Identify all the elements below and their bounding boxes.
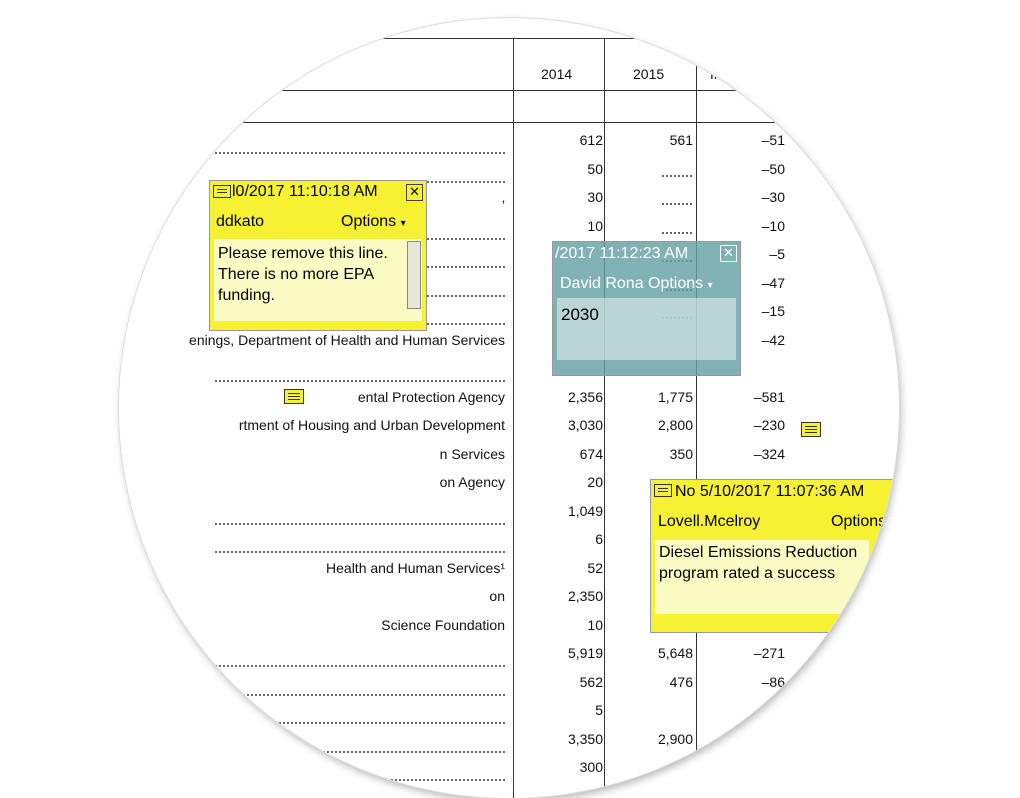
empty-cell-dots	[662, 224, 692, 234]
note-icon[interactable]	[284, 389, 304, 404]
row-label: enings, Department of Health and Human Services	[189, 331, 505, 348]
leader-dots	[215, 702, 505, 724]
empty-cell-dots	[662, 195, 692, 205]
table-row	[119, 645, 899, 667]
comment-scrollbar[interactable]	[407, 241, 421, 309]
options-label: Options	[831, 513, 887, 530]
cell-value: 2,350	[567, 588, 603, 604]
cell-value: 561	[669, 132, 693, 148]
cell-value: 476	[669, 673, 693, 690]
cell-value: –5	[769, 246, 785, 262]
column-header-2014: 2014	[541, 66, 573, 82]
cell-value: 5	[595, 702, 603, 718]
table-row	[119, 702, 899, 724]
table-row	[119, 446, 899, 468]
table-row	[119, 731, 899, 753]
cell-value: –51	[761, 132, 785, 148]
table-top-rule	[360, 38, 660, 39]
cell-value: 10	[587, 217, 603, 234]
cell-value: 674	[579, 445, 603, 462]
table-row	[119, 389, 899, 411]
cell-value: 30	[587, 189, 603, 205]
options-menu-button[interactable]	[831, 513, 886, 531]
row-label: n Services	[439, 445, 505, 462]
close-icon[interactable]: ✕	[406, 184, 423, 201]
cell-value: 350	[669, 445, 693, 462]
cell-value: –324	[753, 445, 785, 462]
cell-value: 1,049	[567, 502, 603, 519]
magnifier-lens	[119, 18, 899, 798]
leader-dots	[215, 132, 505, 154]
cell-value: 1,775	[657, 388, 693, 405]
options-label: Options	[648, 275, 704, 292]
cell-value: 562	[579, 673, 603, 690]
cell-value: 612	[579, 132, 603, 148]
comment-author: ddkato	[216, 213, 265, 230]
table-row	[119, 132, 899, 154]
cell-value: 3,350	[567, 730, 603, 747]
cell-value: –15	[761, 303, 785, 319]
cell-value: –42	[761, 331, 785, 348]
comment-popup-ddkato[interactable]	[209, 180, 427, 331]
row-label: Science Foundation	[381, 616, 505, 633]
row-label: on	[489, 588, 505, 604]
cell-value: –47	[761, 274, 785, 291]
leader-dots	[215, 645, 505, 667]
row-label: Health and Human Services¹	[326, 559, 505, 576]
close-icon[interactable]: ✕	[720, 245, 737, 262]
comment-timestamp: No 5/10/2017 11:07:36 AM	[675, 483, 865, 500]
table-row	[119, 759, 899, 781]
chevron-down-icon: ▾	[707, 280, 713, 291]
comment-popup-lovell-mcelroy[interactable]	[650, 479, 899, 633]
comment-timestamp: /2017 11:12:23 AM	[555, 245, 689, 262]
cell-value: –50	[761, 160, 785, 177]
comment-text[interactable]: Please remove this line. There is no more EPA funding.	[214, 239, 422, 321]
cell-value: 6	[595, 531, 603, 547]
cell-value: 50	[587, 160, 603, 177]
comment-text[interactable]: 2030	[557, 298, 736, 360]
chevron-down-icon: ▾	[400, 218, 406, 229]
options-menu-button[interactable]	[648, 275, 713, 293]
header-rule	[272, 90, 899, 91]
cell-value: 5,648	[657, 645, 693, 661]
cell-value: 5,919	[567, 645, 603, 661]
comment-author: Lovell.Mcelroy	[658, 513, 761, 530]
leader-dots	[215, 503, 505, 525]
leader-dots	[215, 360, 505, 382]
table-row	[119, 332, 899, 354]
options-label: Options	[341, 213, 397, 230]
note-icon[interactable]	[801, 422, 821, 437]
cell-value: –230	[753, 417, 785, 433]
cell-value: 20	[587, 474, 603, 490]
cell-value: –581	[753, 388, 785, 405]
cell-value: 2,900	[657, 730, 693, 747]
leader-dots	[215, 731, 505, 753]
column-header-2015: 2015	[633, 66, 665, 82]
cell-value: –10	[761, 217, 785, 234]
header-bottom-rule	[200, 122, 899, 123]
leader-dots	[215, 674, 505, 696]
cell-value: 3,030	[567, 417, 603, 433]
note-icon	[654, 484, 672, 497]
cell-value: 2,356	[567, 388, 603, 405]
row-label: ental Protection Agency	[357, 388, 505, 405]
column-header-change: fro	[710, 66, 727, 82]
table-row	[119, 674, 899, 696]
leader-dots	[215, 759, 505, 781]
cell-value: 52	[587, 559, 603, 576]
comment-timestamp: l0/2017 11:10:18 AM	[232, 183, 378, 200]
cell-value: –30	[761, 189, 785, 205]
note-icon	[213, 185, 231, 198]
row-label: on Agency	[439, 474, 505, 490]
cell-value: 10	[587, 616, 603, 633]
table-row	[119, 417, 899, 439]
empty-cell-dots	[662, 167, 692, 177]
row-label: ‚	[501, 189, 505, 205]
document-page	[119, 18, 899, 793]
cell-value: 2,800	[657, 417, 693, 433]
comment-text[interactable]: Diesel Emissions Reduction program rated a success	[655, 540, 869, 614]
cell-value: 300	[579, 759, 603, 775]
comment-author: David Rona	[560, 275, 644, 292]
comment-popup-david-rona[interactable]	[552, 241, 741, 376]
cell-value: –86	[761, 673, 785, 690]
leader-dots	[215, 531, 505, 553]
table-row	[119, 360, 899, 382]
row-label: rtment of Housing and Urban Development	[238, 417, 505, 433]
options-menu-button[interactable]	[341, 213, 406, 231]
cell-value: –271	[753, 645, 785, 661]
